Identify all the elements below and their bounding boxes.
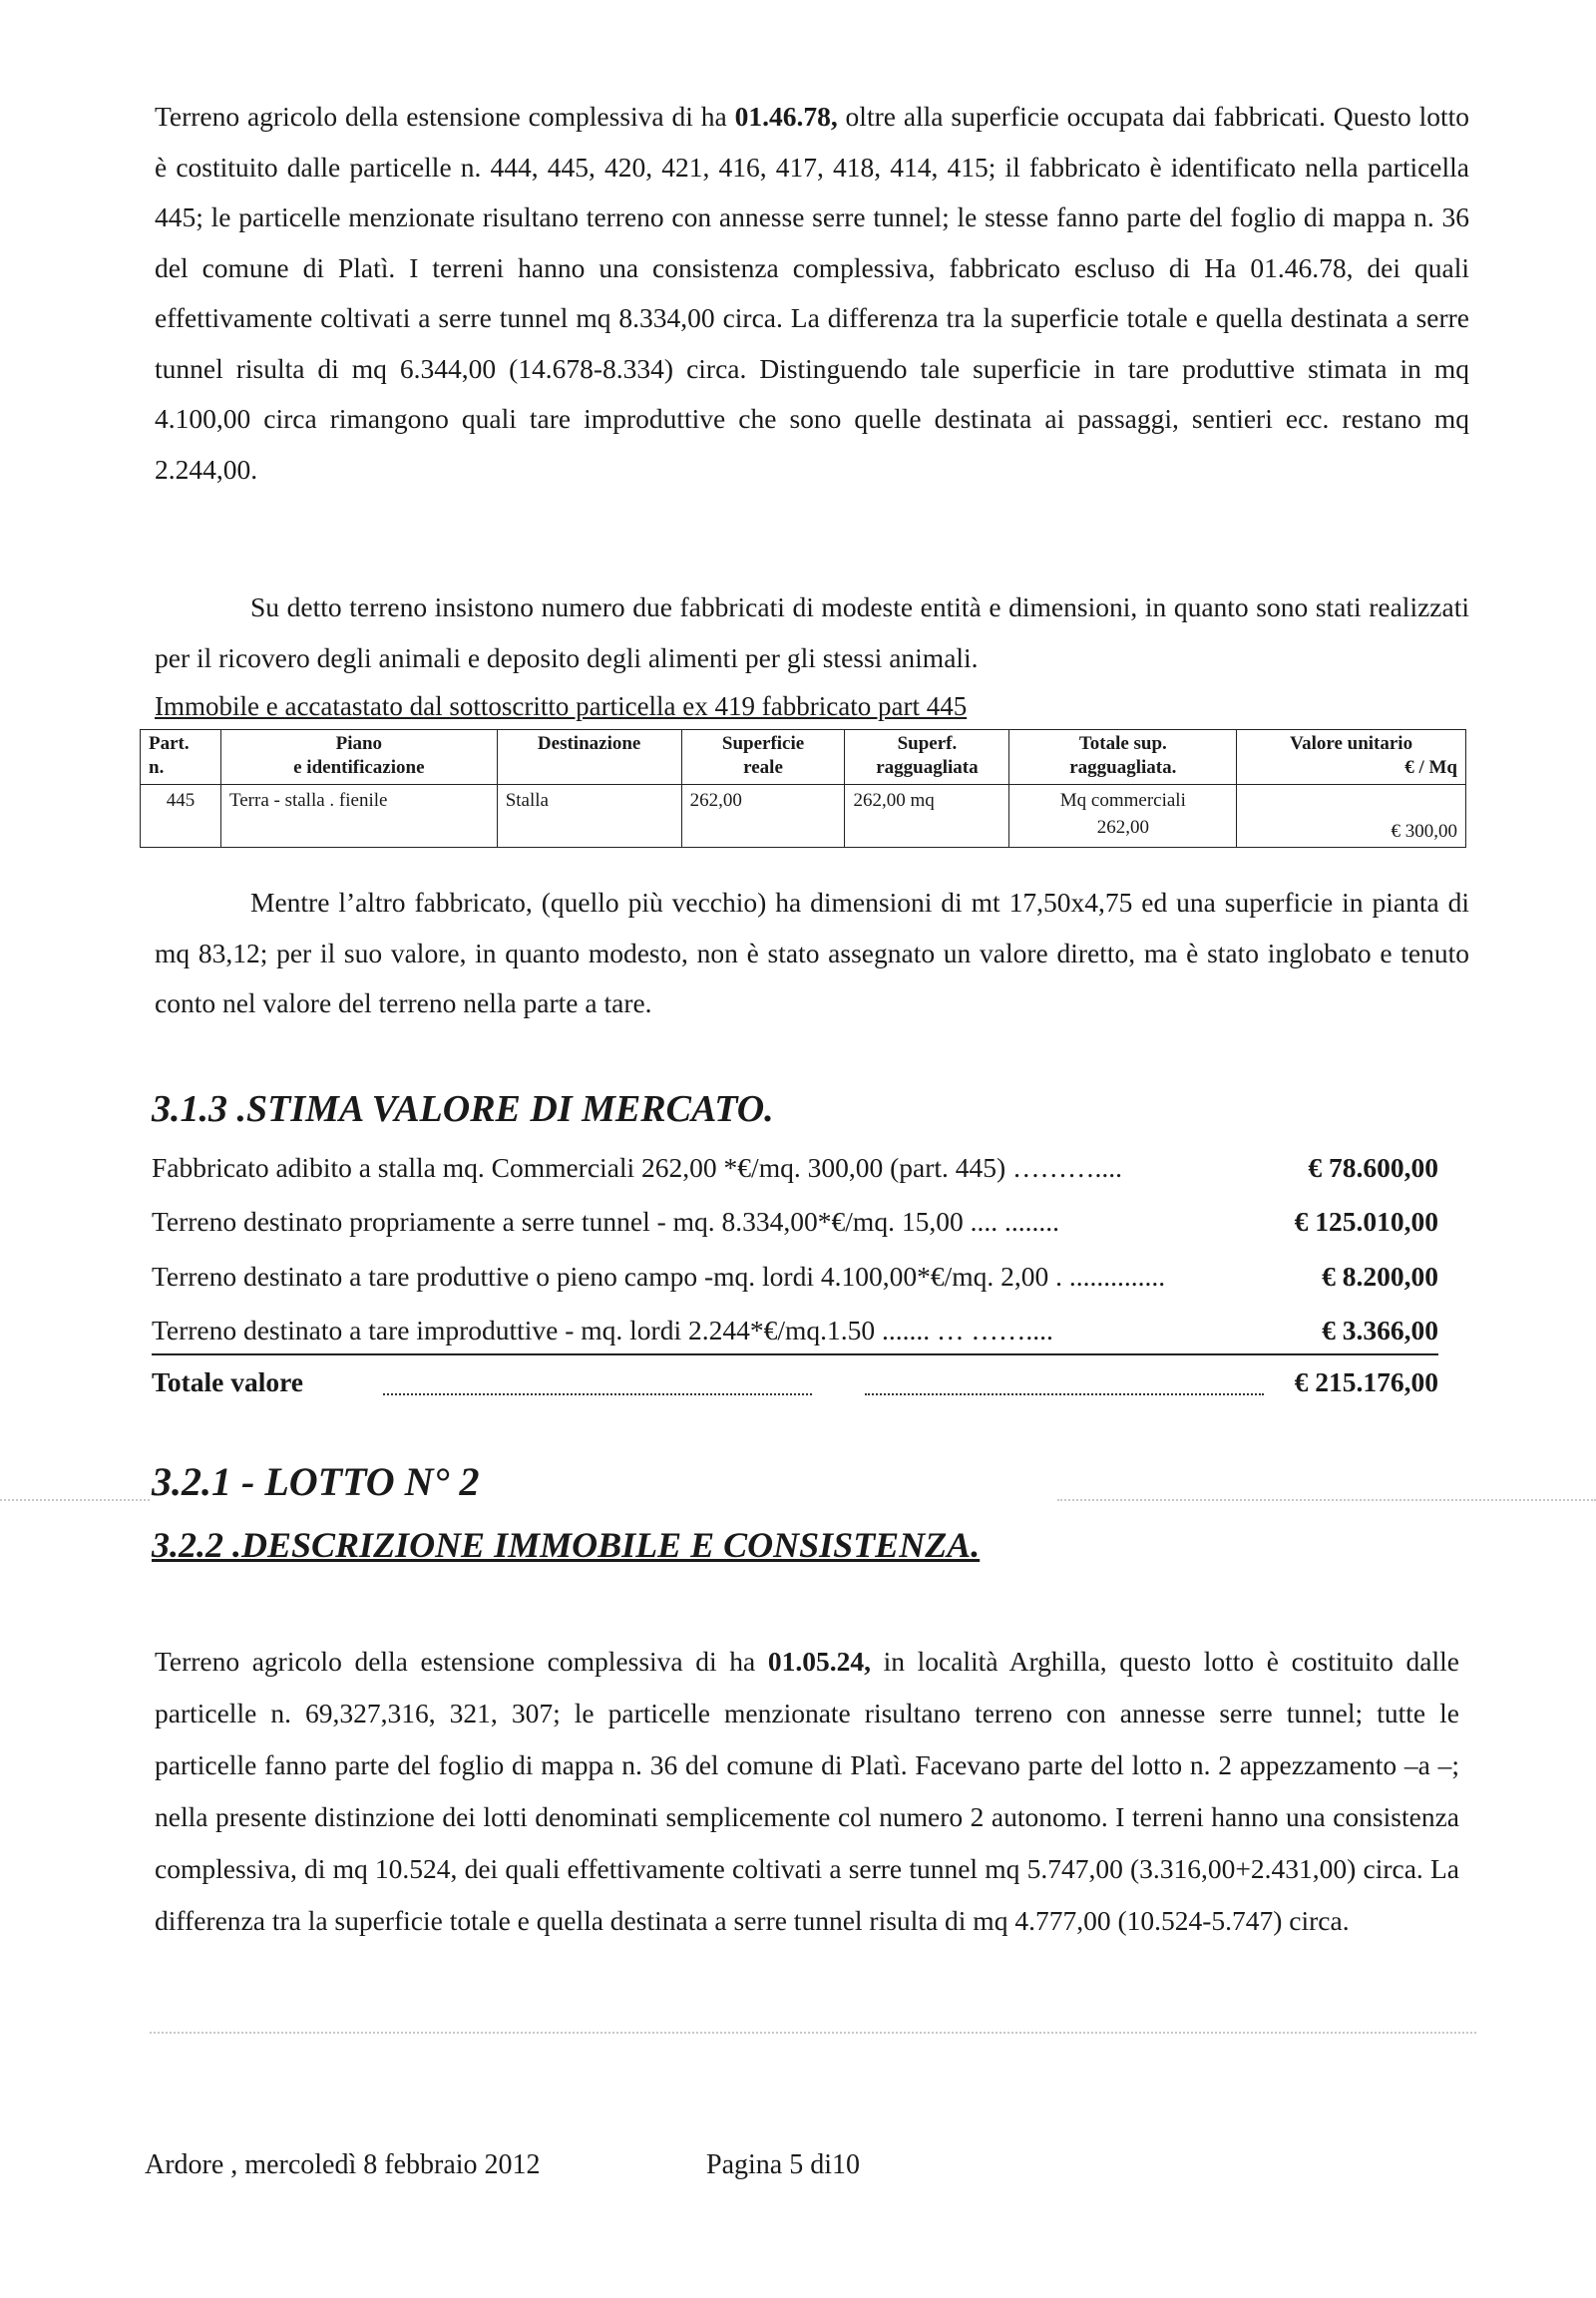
paragraph-altro-fabbricato: Mentre l’altro fabbricato, (quello più vecchio) ha dimensioni di mt 17,50x4,75 ed una superficie in pianta di mq 83,12; per il suo valore, in quanto modesto, non è stato assegnato un valore diretto, ma è stato inglobato e tenuto conto nel valore del terreno nella parte a tare. [155,887,1469,1018]
total-row [152,1366,1438,1406]
col-superficie: Superficie reale [681,730,845,785]
estimate-label: Terreno destinato propriamente a serre tunnel - mq. 8.334,00*€/mq. 15,00 .... ........ [152,1206,1059,1237]
estimate-amount: € 3.366,00 [1322,1315,1438,1345]
cell-piano: Terra - stalla . fienile [220,785,497,848]
estimate-row [152,1261,1438,1301]
scan-artifact [0,1499,150,1501]
total-label: Totale valore [152,1366,304,1397]
area-value: 01.46.78, [734,101,838,132]
paragraph-fabbricati: Su detto terreno insistono numero due fabbricati di modeste entità e dimensioni, in quanto sono stati realizzati per il ricovero degli animali e deposito degli alimenti per gli stessi animali. [155,591,1469,673]
cell-totale [1009,785,1237,848]
table-caption: Immobile e accatastato dal sottoscritto particella ex 419 fabbricato part 445 [155,691,968,721]
col-valore: Valore unitario € / Mq [1237,730,1466,785]
estimate-amount: € 78.600,00 [1308,1152,1438,1183]
heading-stima: 3.1.3 .STIMA VALORE DI MERCATO. [152,1088,774,1130]
area-value: 01.05.24, [767,1646,871,1677]
heading-lotto2: 3.2.1 - LOTTO N° 2 [152,1459,480,1504]
estimate-row [152,1315,1438,1354]
dot-leader [865,1393,1264,1395]
cell-superficie: 262,00 [681,785,845,848]
estimate-row [152,1206,1438,1246]
estimate-label: Fabbricato adibito a stalla mq. Commerciali 262,00 *€/mq. 300,00 (part. 445) ……….... [152,1152,1123,1183]
paragraph-lotto2 [155,1636,1459,1947]
col-totale: Totale sup. ragguagliata. [1009,730,1237,785]
cell-destinazione: Stalla [497,785,681,848]
footer-page-number: Pagina 5 di10 [706,2149,860,2180]
estimate-label: Terreno destinato a tare improduttive - mq. lordi 2.244*€/mq.1.50 ....... … …….... [152,1315,1053,1345]
building-table [140,729,1466,848]
col-piano: Piano e identificazione [220,730,497,785]
cell-totale-line1: Mq commerciali [1059,790,1186,811]
paragraph-lotto1 [155,92,1469,495]
cell-superf-ragg: 262,00 mq [845,785,1009,848]
sum-underline [152,1353,1438,1355]
table-header-row [141,730,1466,785]
total-amount: € 215.176,00 [1294,1366,1438,1397]
paragraph-text: Terreno agricolo della estensione complessiva di ha [155,1646,768,1677]
col-superf-ragg: Superf. ragguagliata [845,730,1009,785]
footer-place-date: Ardore , mercoledì 8 febbraio 2012 [145,2149,541,2180]
scan-artifact [1057,1499,1596,1501]
paragraph-text: in località Arghilla, questo lotto è costituito dalle particelle n. 69,327,316, 321, 307; le particelle menzionate risultano terreno con annesse serre tunnel; tutte le particelle fanno parte del foglio di mappa n. 36 del comune di Platì. Facevano parte del lotto n. 2 appezzamento –a –; nella presente distinzione dei lotti denominati semplicemente col numero 2 autonomo. I terreni hanno una consistenza complessiva, di mq 10.524, dei quali effettivamente coltivati a serre tunnel mq 5.747,00 (3.316,00+2.431,00) circa. La differenza tra la superficie totale e quella destinata a serre tunnel risulta di mq 4.777,00 (10.524-5.747) circa. [155,1646,1459,1936]
cell-totale-line2: 262,00 [1096,817,1149,838]
col-destinazione: Destinazione [497,730,681,785]
estimate-amount: € 125.010,00 [1294,1206,1438,1237]
cell-valore: € 300,00 [1237,785,1466,848]
paragraph-text: Terreno agricolo della estensione complessiva di ha [155,101,735,132]
table-row [141,785,1466,848]
scan-artifact [150,2032,1476,2034]
paragraph-text: oltre alla superficie occupata dai fabbricati. Questo lotto è costituito dalle particelle n. 444, 445, 420, 421, 416, 417, 418, 414, 415; il fabbricato è identificato nella particella 445; le particelle menzionate risultano terreno con annesse serre tunnel; le stesse fanno parte del foglio di mappa n. 36 del comune di Platì. I terreni hanno una consistenza complessiva, fabbricato escluso di Ha 01.46.78, dei quali effettivamente coltivati a serre tunnel mq 8.334,00 circa. La differenza tra la superficie totale e quella destinata a serre tunnel risulta di mq 6.344,00 (14.678-8.334) circa. Distinguendo tale superficie in tare produttive stimata in mq 4.100,00 circa rimangono quali tare improduttive che sono quelle destinata ai passaggi, sentieri ecc. restano mq 2.244,00. [155,101,1469,485]
estimate-amount: € 8.200,00 [1322,1261,1438,1292]
dot-leader [383,1393,812,1395]
estimate-row [152,1152,1438,1192]
estimate-label: Terreno destinato a tare produttive o pieno campo -mq. lordi 4.100,00*€/mq. 2,00 . .............. [152,1261,1166,1292]
cell-part: 445 [141,785,221,848]
col-part: Part. n. [141,730,221,785]
heading-descrizione: 3.2.2 .DESCRIZIONE IMMOBILE E CONSISTENZA. [152,1525,981,1565]
